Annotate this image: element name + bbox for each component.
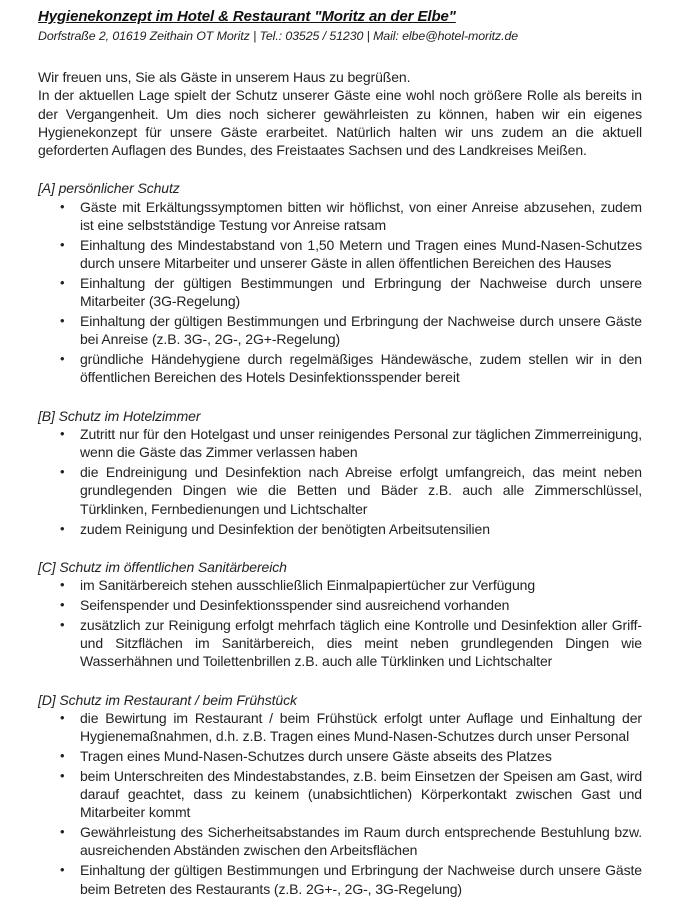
bullet-icon: • bbox=[60, 426, 65, 442]
bullet-item bbox=[38, 198, 642, 235]
bullet-text: Gäste mit Erkältungssymptomen bitten wir höflichst, von einer Anreise abzusehen, zudem ist eine selbstständige Testung vor Anreise ratsam bbox=[80, 198, 642, 234]
document-header bbox=[38, 7, 642, 44]
section-d bbox=[38, 691, 642, 898]
bullet-item bbox=[38, 747, 642, 765]
bullet-text: zudem Reinigung und Desinfektion der benötigten Arbeitsutensilien bbox=[80, 520, 490, 537]
bullet-list bbox=[38, 425, 642, 538]
bullet-text: die Endreinigung und Desinfektion nach Abreise erfolgt umfangreich, das meint neben grundlegenden Dingen wie die Betten und Bäder z.B. auch alle Zimmerschlüssel, Türklinken, Fernbedienungen und Lichtschalter bbox=[80, 464, 642, 517]
bullet-text: Einhaltung der gültigen Bestimmungen und Erbringung der Nachweise durch unsere Mitarbeiter (3G-Regelung) bbox=[80, 274, 642, 310]
bullet-icon: • bbox=[60, 520, 65, 536]
bullet-list bbox=[38, 709, 642, 898]
bullet-text: gründliche Händehygiene durch regelmäßiges Händewäsche, zudem stellen wir in den öffentlichen Bereichen des Hotels Desinfektionsspender bereit bbox=[80, 351, 642, 386]
bullet-icon: • bbox=[60, 748, 65, 763]
bullet-icon: • bbox=[60, 824, 65, 840]
bullet-item bbox=[38, 236, 642, 273]
bullet-item bbox=[38, 823, 642, 860]
intro-paragraph: In der aktuellen Lage spielt der Schutz unserer Gäste eine wohl noch größere Rolle als bereits in der Vergangenheit. Um dies noch sicherer gewährleisten zu können, haben wir ein eigenes Hygienekonzept für unsere Gäste erarbeitet. Natürlich halten wir uns zudem an die aktuell geforderten Auflagen des Bundes, des Freistaates Sachsen und des Landkreises Meißen. bbox=[38, 87, 642, 159]
section-b bbox=[38, 407, 642, 538]
bullet-icon: • bbox=[60, 351, 65, 367]
bullet-icon: • bbox=[60, 464, 65, 480]
bullet-item bbox=[38, 520, 642, 538]
bullet-text: zusätzlich zur Reinigung erfolgt mehrfach täglich eine Kontrolle und Desinfektion aller Griff- und Sitzflächen im Sanitärbereich, dies meint neben grundlegenden Dingen wie Wasserhähnen und Toilettenbrillen z.B. auch alle Türklinken und Lichtschalter bbox=[80, 616, 642, 670]
section-c bbox=[38, 558, 642, 671]
bullet-text: die Bewirtung im Restaurant / beim Frühstück erfolgt unter Auflage und Einhaltung der Hygienemaßnahmen, d.h. z.B. Tragen eines Mund-Nasen-Schutzes durch unser Personal bbox=[80, 709, 642, 745]
bullet-text: im Sanitärbereich stehen ausschließlich Einmalpapiertücher zur Verfügung bbox=[80, 577, 536, 594]
bullet-text: Einhaltung der gültigen Bestimmungen und Erbringung der Nachweise durch unsere Gäste beim Betreten des Restaurants (z.B. 2G+-, 2G-, 3G-Regelung) bbox=[80, 862, 642, 897]
bullet-icon: • bbox=[60, 596, 65, 612]
bullet-item bbox=[38, 350, 642, 387]
section-a bbox=[38, 179, 642, 386]
bullet-icon: • bbox=[60, 862, 65, 878]
bullet-text: Gewährleistung des Sicherheitsabstandes im Raum durch entsprechende Bestuhlung bzw. ausreichenden Abständen zwischen den Arbeitsflächen bbox=[80, 824, 642, 859]
bullet-icon: • bbox=[60, 616, 65, 632]
bullet-icon: • bbox=[60, 236, 65, 252]
section-heading: [D] Schutz im Restaurant / beim Frühstück bbox=[38, 691, 297, 708]
document-title: Hygienekonzept im Hotel & Restaurant "Moritz an der Elbe" bbox=[38, 8, 456, 25]
bullet-text: Einhaltung der gültigen Bestimmungen und Erbringung der Nachweise durch unsere Gäste bei Anreise (z.B. 3G-, 2G-, 2G+-Regelung) bbox=[80, 313, 642, 348]
bullet-item bbox=[38, 861, 642, 898]
bullet-icon: • bbox=[60, 577, 65, 593]
bullet-item bbox=[38, 274, 642, 311]
bullet-text: beim Unterschreiten des Mindestabstandes, z.B. beim Einsetzen der Speisen am Gast, wird darauf geachtet, dass zu keinem (unabsichtlichen) Körperkontakt zwischen Gast und Mitarbeiter kommt bbox=[80, 767, 642, 821]
intro-greeting: Wir freuen uns, Sie als Gäste in unserem Haus zu begrüßen. bbox=[38, 69, 411, 85]
section-heading: [C] Schutz im öffentlichen Sanitärbereich bbox=[38, 558, 287, 575]
section-heading: [B] Schutz im Hotelzimmer bbox=[38, 407, 201, 424]
bullet-item bbox=[38, 616, 642, 671]
bullet-item bbox=[38, 312, 642, 349]
address-line: Dorfstraße 2, 01619 Zeithain OT Moritz | Tel.: 03525 / 51230 | Mail: elbe@hotel-moritz.de bbox=[38, 29, 519, 43]
bullet-icon: • bbox=[60, 767, 65, 783]
bullet-item bbox=[38, 767, 642, 822]
bullet-text: Zutritt nur für den Hotelgast und unser reinigendes Personal zur täglichen Zimmerreinigung, wenn die Gäste das Zimmer verlassen haben bbox=[80, 426, 642, 461]
bullet-item bbox=[38, 596, 642, 614]
bullet-icon: • bbox=[60, 709, 65, 725]
bullet-item bbox=[38, 709, 642, 746]
bullet-icon: • bbox=[60, 313, 65, 329]
intro-block bbox=[38, 68, 642, 159]
bullet-item bbox=[38, 463, 642, 518]
bullet-text: Tragen eines Mund-Nasen-Schutzes durch unsere Gäste abseits des Platzes bbox=[80, 748, 552, 764]
bullet-icon: • bbox=[60, 198, 65, 214]
bullet-icon: • bbox=[60, 274, 65, 290]
bullet-text: Einhaltung des Mindestabstand von 1,50 Metern und Tragen eines Mund-Nasen-Schutzes durch unsere Mitarbeiter und unserer Gäste in allen öffentlichen Bereichen des Hauses bbox=[80, 236, 642, 272]
bullet-item bbox=[38, 425, 642, 462]
bullet-text: Seifenspender und Desinfektionsspender sind ausreichend vorhanden bbox=[80, 596, 510, 613]
bullet-list bbox=[38, 576, 642, 670]
bullet-item bbox=[38, 576, 642, 594]
section-heading: [A] persönlicher Schutz bbox=[38, 180, 180, 197]
bullet-list bbox=[38, 198, 642, 387]
